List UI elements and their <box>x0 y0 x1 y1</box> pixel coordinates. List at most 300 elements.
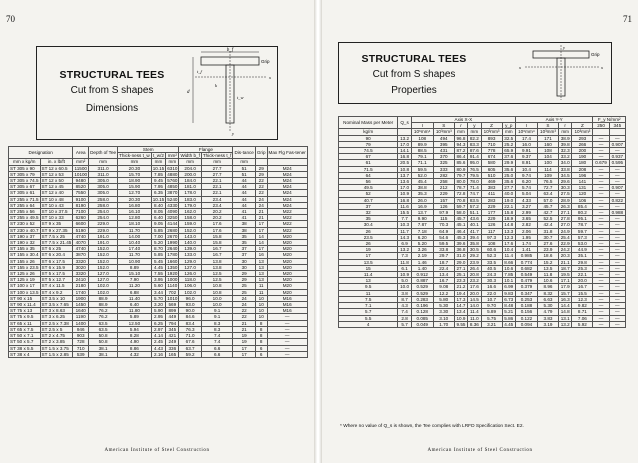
table-cell: 11.80 <box>118 308 152 314</box>
table-cell: 29.8 <box>572 259 593 265</box>
table-cell: 71.5 <box>339 166 398 172</box>
table-cell: — <box>267 320 307 326</box>
table-cell: 22.1 <box>201 190 233 196</box>
table-cell: 5.89 <box>118 314 152 320</box>
table-cell: 14.5 <box>468 296 481 302</box>
table-cell: 4330 <box>167 202 178 208</box>
unit-si: mm x kg/m <box>9 159 41 165</box>
table-cell: 3.95 <box>151 277 166 283</box>
table-cell: ST 65 x 7.5 <box>9 326 41 332</box>
table-cell: 53.0 <box>572 241 593 247</box>
table-cell: ST 255 x 64 <box>9 202 41 208</box>
table-cell: 15.90 <box>118 184 152 190</box>
table-cell: 6.73 <box>502 296 515 302</box>
table-cell: 8.91 <box>515 160 537 166</box>
table-cell: 6 <box>255 345 267 351</box>
table-cell: 96.8 <box>454 135 467 141</box>
table-cell: — <box>593 135 609 141</box>
table-cell: 27.1 <box>559 210 572 216</box>
table-cell: 29 <box>233 277 255 283</box>
y-axis-label: y <box>563 45 565 50</box>
table-cell: 14.3 <box>398 234 411 240</box>
table-cell: 83.5 <box>468 197 481 203</box>
table-cell: 14.7 <box>454 303 467 309</box>
table-cell: 24.2 <box>559 247 572 253</box>
table-cell: 152.0 <box>89 252 118 258</box>
table-cell: 71.4 <box>468 185 481 191</box>
table-cell: — <box>609 290 625 296</box>
table-cell: 29 <box>233 271 255 277</box>
table-cell: 35 <box>233 240 255 246</box>
table-cell: 13.2 <box>398 135 411 141</box>
table-cell: 13.8 <box>201 258 233 264</box>
unit-yp: mm <box>502 129 515 135</box>
table-cell: 9.05 <box>151 221 166 227</box>
table-cell: 8520 <box>73 184 89 190</box>
table-row <box>9 165 308 171</box>
table-cell: — <box>593 241 609 247</box>
table-cell: 1190 <box>73 314 89 320</box>
table-cell: — <box>593 278 609 284</box>
table-cell: 37 <box>233 246 255 252</box>
table-cell: 27.6 <box>537 241 558 247</box>
table-cell: 2.82 <box>515 222 537 228</box>
table-cell: 72.8 <box>454 191 467 197</box>
table-cell: 14 <box>255 240 267 246</box>
table-cell: 22 <box>255 184 267 190</box>
table-cell: 10.15 <box>152 165 165 171</box>
table-cell: 152.0 <box>89 258 118 264</box>
table-cell: 10.4 <box>502 247 515 253</box>
table-cell: 63.7 <box>179 345 201 351</box>
table-cell: 10.9 <box>398 272 411 278</box>
table-row <box>9 314 308 320</box>
table-cell: 7.00 <box>151 233 166 239</box>
table-cell: ST 12 x 60.5 <box>40 165 73 171</box>
table-cell: 11.0 <box>468 315 481 321</box>
table-cell: ST 10 x 43 <box>40 202 73 208</box>
table-row <box>9 271 308 277</box>
table-cell: 5.0 <box>398 278 411 284</box>
table-cell: 59.2 <box>179 351 201 357</box>
table-cell: 5.74 <box>515 185 537 191</box>
table-cell: M20 <box>267 246 307 252</box>
table-cell: 22.0 <box>481 290 502 296</box>
table-cell: 8.96 <box>537 284 558 290</box>
table-cell: 35 <box>339 216 398 222</box>
table-cell: 3870 <box>167 190 178 196</box>
table-cell: 4.14 <box>151 333 166 339</box>
table-cell: 13.3 <box>502 228 515 234</box>
table-cell: ST 3.5 x 7.65 <box>40 302 73 308</box>
page-subtitle-2: Dimensions <box>85 103 139 114</box>
table-cell: 23.2 <box>468 278 481 284</box>
table-cell: 72.7 <box>537 185 558 191</box>
table-cell: 333 <box>433 166 454 172</box>
col-fy: F_y N/mm² <box>593 117 626 123</box>
table-cell: — <box>609 265 625 271</box>
table-cell: 179.0 <box>179 202 201 208</box>
table-cell: 10.8 <box>398 166 411 172</box>
table-cell: 42.4 <box>537 222 558 228</box>
table-cell: — <box>593 222 609 228</box>
table-cell: 305.0 <box>89 190 118 196</box>
table-cell: 8.40 <box>151 202 166 208</box>
table-cell: 13.2 <box>398 247 411 253</box>
table-cell: 24 <box>233 295 255 301</box>
table-cell: 8.71 <box>572 309 593 315</box>
table-cell: 11.7 <box>398 228 411 234</box>
table-cell: 40.0 <box>502 191 515 197</box>
table-cell: ST 10 x 37.5 <box>40 209 73 215</box>
table-cell: 57.2 <box>468 203 481 209</box>
table-cell: 67 <box>339 154 398 160</box>
table-cell: — <box>609 315 625 321</box>
table-row <box>9 308 308 314</box>
col-iy: I <box>515 123 537 129</box>
table-cell: 17.40 <box>118 246 152 252</box>
table-cell: 13.4 <box>433 272 454 278</box>
table-row <box>9 277 308 283</box>
table-cell: 133.0 <box>179 252 201 258</box>
tw-label: t_w <box>237 95 244 100</box>
unit-ix: 10⁶mm⁴ <box>411 129 433 135</box>
table-cell: 18.9 <box>502 216 515 222</box>
dimensions-table <box>8 146 308 358</box>
table-cell: 8 <box>255 339 267 345</box>
table-cell: 10.0 <box>201 302 233 308</box>
table-cell: ST 100 x 13.5 <box>10 289 39 295</box>
table-cell: 9.55 <box>454 321 467 327</box>
table-cell: 10.15 <box>152 196 165 202</box>
table-cell: 13.5 <box>537 265 558 271</box>
table-cell: 45.7 <box>537 203 558 209</box>
table-cell: — <box>593 259 609 265</box>
table-cell: 78.0 <box>468 179 481 185</box>
table-cell: 2410 <box>73 277 89 283</box>
table-cell: M20 <box>267 283 307 289</box>
table-cell: — <box>593 284 609 290</box>
table-cell: 3.30 <box>433 309 454 315</box>
table-cell: 25 <box>233 283 255 289</box>
table-cell: 6.6 <box>201 351 233 357</box>
table-cell: 26.3 <box>559 203 572 209</box>
table-cell: 104 <box>537 154 558 160</box>
table-cell: 129.0 <box>179 258 201 264</box>
table-cell: 44 <box>233 190 255 196</box>
table-cell: 65.9 <box>502 148 515 154</box>
table-cell: 3.65 <box>515 216 537 222</box>
table-cell: — <box>593 154 609 160</box>
table-cell: 13 <box>255 277 267 283</box>
table-cell: 4 <box>339 321 398 327</box>
table-cell: M20 <box>267 240 307 246</box>
table-cell: 10.3 <box>398 222 411 228</box>
table-cell: 14.0 <box>468 303 481 309</box>
unit-mass: kg/m <box>339 129 398 135</box>
table-cell: 20.2 <box>201 209 233 215</box>
table-cell: 71.0 <box>179 333 201 339</box>
col-sy: S <box>537 123 558 129</box>
table-cell: 2180 <box>73 283 89 289</box>
table-cell: 52.0 <box>411 172 433 178</box>
table-cell: 14.1 <box>398 148 411 154</box>
table-cell: 15.10 <box>118 271 152 277</box>
table-cell: 33.2 <box>559 154 572 160</box>
table-cell: 0.253 <box>515 296 537 302</box>
table-cell: 6.20 <box>411 234 433 240</box>
table-cell: 0.379 <box>515 284 537 290</box>
table-cell: 229.0 <box>89 221 118 227</box>
table-cell: 10 <box>255 295 267 301</box>
table-cell: ST 230 x 52 <box>9 221 41 227</box>
table-cell: 6.99 <box>502 284 515 290</box>
table-cell: 165 <box>166 351 179 357</box>
table-cell: 22.1 <box>201 184 233 190</box>
table-cell: 93.0 <box>179 302 201 308</box>
table-cell: ST 255 x 49.5 <box>10 215 39 221</box>
table-cell: 305.0 <box>89 178 118 184</box>
table-cell: 510 <box>481 172 502 178</box>
table-cell: 7.5 <box>339 296 398 302</box>
table-cell: 10 <box>255 308 267 314</box>
table-cell: 0.907 <box>609 141 625 147</box>
table-cell: 229 <box>433 191 454 197</box>
table-cell: 12.80 <box>118 215 152 221</box>
table-cell: 208 <box>572 166 593 172</box>
table-cell: 33.8 <box>559 166 572 172</box>
table-cell: 126.0 <box>179 271 201 277</box>
table-cell: 57.0 <box>537 197 558 203</box>
table-cell: 6 <box>255 351 267 357</box>
table-cell: — <box>593 210 609 216</box>
d-label: d <box>187 90 190 95</box>
table-cell: 108 <box>537 148 558 154</box>
table-cell: 152.0 <box>89 246 118 252</box>
table-cell: 13 <box>339 278 398 284</box>
table-cell: — <box>267 351 307 357</box>
table-cell: M20 <box>267 258 307 264</box>
table-cell: 30 <box>233 258 255 264</box>
table-cell: 0.985 <box>515 253 537 259</box>
table-cell: — <box>267 339 307 345</box>
table-cell: 127.0 <box>89 277 118 283</box>
table-cell: 778 <box>481 148 502 154</box>
table-cell: 15.8 <box>201 240 233 246</box>
table-cell: 7.85 <box>151 171 166 177</box>
table-row <box>9 246 308 252</box>
table-cell: 115 <box>433 216 454 222</box>
table-cell: 13.2 <box>559 321 572 327</box>
table-cell: 4740 <box>73 246 89 252</box>
table-cell: 26.4 <box>468 265 481 271</box>
table-cell: 63.5 <box>89 320 118 326</box>
table-cell: 35.6 <box>502 179 515 185</box>
table-cell: ST 3.5 x 10 <box>40 295 73 301</box>
table-cell: 5.80 <box>433 296 454 302</box>
table-cell: 35.3 <box>411 191 433 197</box>
table-cell: M24 <box>267 171 307 177</box>
table-cell: 22 <box>233 314 255 320</box>
table-cell: 794 <box>166 320 179 326</box>
table-cell: 40.5 <box>481 265 502 271</box>
table-cell: 0.283 <box>411 296 433 302</box>
table-cell: 11.4 <box>339 272 398 278</box>
table-cell: 336 <box>166 345 179 351</box>
page-subtitle: Cut from S shapes <box>372 69 456 80</box>
table-cell: 28.9 <box>559 197 572 203</box>
table-cell: ST 305 x 61 <box>9 190 41 196</box>
table-cell: 4.79 <box>537 309 558 315</box>
table-cell: 24.9 <box>559 228 572 234</box>
table-cell: ST 305 x 79 <box>9 171 41 177</box>
table-cell: 181.0 <box>179 184 201 190</box>
table-cell: 11 <box>255 289 267 295</box>
table-cell: 10 <box>255 314 267 320</box>
table-cell: 63.4 <box>537 191 558 197</box>
table-cell: 15.8 <box>201 233 233 239</box>
table-cell: 345 <box>166 326 179 332</box>
table-cell: 6.6 <box>201 345 233 351</box>
table-cell: 2.99 <box>515 210 537 216</box>
grip-label: Grip <box>591 52 600 57</box>
table-cell: 16.8 <box>398 154 411 160</box>
table-cell: 7.87 <box>411 222 433 228</box>
group-axis-y: Axis Y-Y <box>515 117 592 123</box>
table-cell: 131 <box>572 185 593 191</box>
table-cell: 4.33 <box>515 197 537 203</box>
table-cell: 17.4 <box>515 135 537 141</box>
table-cell: 24 <box>233 302 255 308</box>
table-cell: 12.70 <box>118 190 152 196</box>
table-cell: ST 7.5 x 25 <box>40 233 73 239</box>
table-cell: 11.70 <box>118 252 152 258</box>
table-cell: 229.0 <box>89 227 118 233</box>
unit-zx: 10³mm³ <box>481 129 502 135</box>
table-cell: 4.90 <box>118 339 152 345</box>
table-cell: 0.937 <box>609 154 625 160</box>
table-cell: 58.0 <box>454 210 467 216</box>
table-cell: 674 <box>481 154 502 160</box>
table-cell: 108 <box>481 241 502 247</box>
table-cell: 25.0 <box>502 172 515 178</box>
table-cell: ST 305 x 74.5 <box>10 178 39 184</box>
table-cell: 18.7 <box>433 259 454 265</box>
table-cell: 23.9 <box>468 259 481 265</box>
table-cell: 38.1 <box>89 351 118 357</box>
table-cell: 102.0 <box>179 289 201 295</box>
table-cell: 0.907 <box>609 185 625 191</box>
table-cell: 8.36 <box>468 321 481 327</box>
table-cell: 78.7 <box>572 222 593 228</box>
table-cell: 54.6 <box>433 234 454 240</box>
table-cell: 10 <box>255 302 267 308</box>
table-cell: 106.0 <box>179 283 201 289</box>
table-cell: M24 <box>267 190 307 196</box>
table-cell: 395 <box>433 141 454 147</box>
table-cell: 258 <box>433 179 454 185</box>
table-cell: — <box>593 197 609 203</box>
table-cell: 9.08 <box>433 284 454 290</box>
unit-tw2: mm <box>151 159 166 165</box>
table-cell: 7.55 <box>151 271 166 277</box>
table-cell: 12.5 <box>201 277 233 283</box>
table-cell: 0.156 <box>515 309 537 315</box>
table-cell: M24 <box>267 165 307 171</box>
table-cell: 127.0 <box>179 264 201 270</box>
table-cell: 0.347 <box>515 290 537 296</box>
col-flange: Flange <box>179 147 233 153</box>
tee-axes-diagram <box>513 43 611 101</box>
table-row <box>9 289 308 295</box>
table-cell: ST 255 x 71.5 <box>10 196 39 202</box>
table-cell: 82.2 <box>468 135 481 141</box>
col-stem-area: mm² <box>166 153 179 159</box>
table-cell: 0.988 <box>609 210 625 216</box>
table-cell: 22 <box>255 190 267 196</box>
table-cell: — <box>609 222 625 228</box>
table-cell: 8 <box>255 320 267 326</box>
table-cell: 17.3 <box>454 296 467 302</box>
table-cell: 5.86 <box>502 315 515 321</box>
table-cell: 9.83 <box>502 290 515 296</box>
table-cell: 0.774 <box>515 259 537 265</box>
table-cell: 44 <box>233 184 255 190</box>
unit-bf: mm <box>179 159 201 165</box>
table-cell: 64 <box>339 172 398 178</box>
table-cell: 2670 <box>167 233 178 239</box>
table-cell: 102.0 <box>89 283 118 289</box>
table-cell: 95.0 <box>468 160 481 166</box>
table-cell: M24 <box>267 202 307 208</box>
table-cell: 3.44 <box>151 289 166 295</box>
tee-section-diagram <box>185 47 277 137</box>
table-cell: 100 <box>537 160 558 166</box>
table-cell: 19.5 <box>559 272 572 278</box>
table-cell: 21.2 <box>454 284 467 290</box>
table-cell: ST 190 x 32 <box>9 240 41 246</box>
table-cell: 29 <box>255 165 267 171</box>
table-row <box>9 202 308 208</box>
table-cell: ST 50 x 7.1 <box>9 333 41 339</box>
table-cell: 4.45 <box>502 321 515 327</box>
table-cell: 10.6 <box>502 265 515 271</box>
table-cell: 41 <box>233 215 255 221</box>
table-cell: 44 <box>233 196 255 202</box>
table-cell: — <box>609 321 625 327</box>
table-cell: M20 <box>267 271 307 277</box>
table-cell: 19 <box>339 247 398 253</box>
table-cell: 14.00 <box>118 233 152 239</box>
table-cell: 59.7 <box>572 228 593 234</box>
table-cell: 5.04 <box>515 191 537 197</box>
table-cell: 31.0 <box>454 253 467 259</box>
table-cell: 76.2 <box>89 314 118 320</box>
table-cell: 728 <box>73 339 89 345</box>
dimensions-table-body <box>9 165 308 357</box>
table-cell: 33.5 <box>481 259 502 265</box>
table-cell: 0.549 <box>515 272 537 278</box>
col-fy-250: 250 <box>593 123 609 129</box>
table-cell: 10.9 <box>398 191 411 197</box>
table-cell: 0.128 <box>411 309 433 315</box>
table-cell: 38 <box>233 221 255 227</box>
table-cell: 2.8 <box>398 315 411 321</box>
table-cell: 127.0 <box>89 271 118 277</box>
unit-sy: 10³mm³ <box>537 129 558 135</box>
table-cell: 12.2 <box>433 290 454 296</box>
table-cell: 29.2 <box>468 253 481 259</box>
